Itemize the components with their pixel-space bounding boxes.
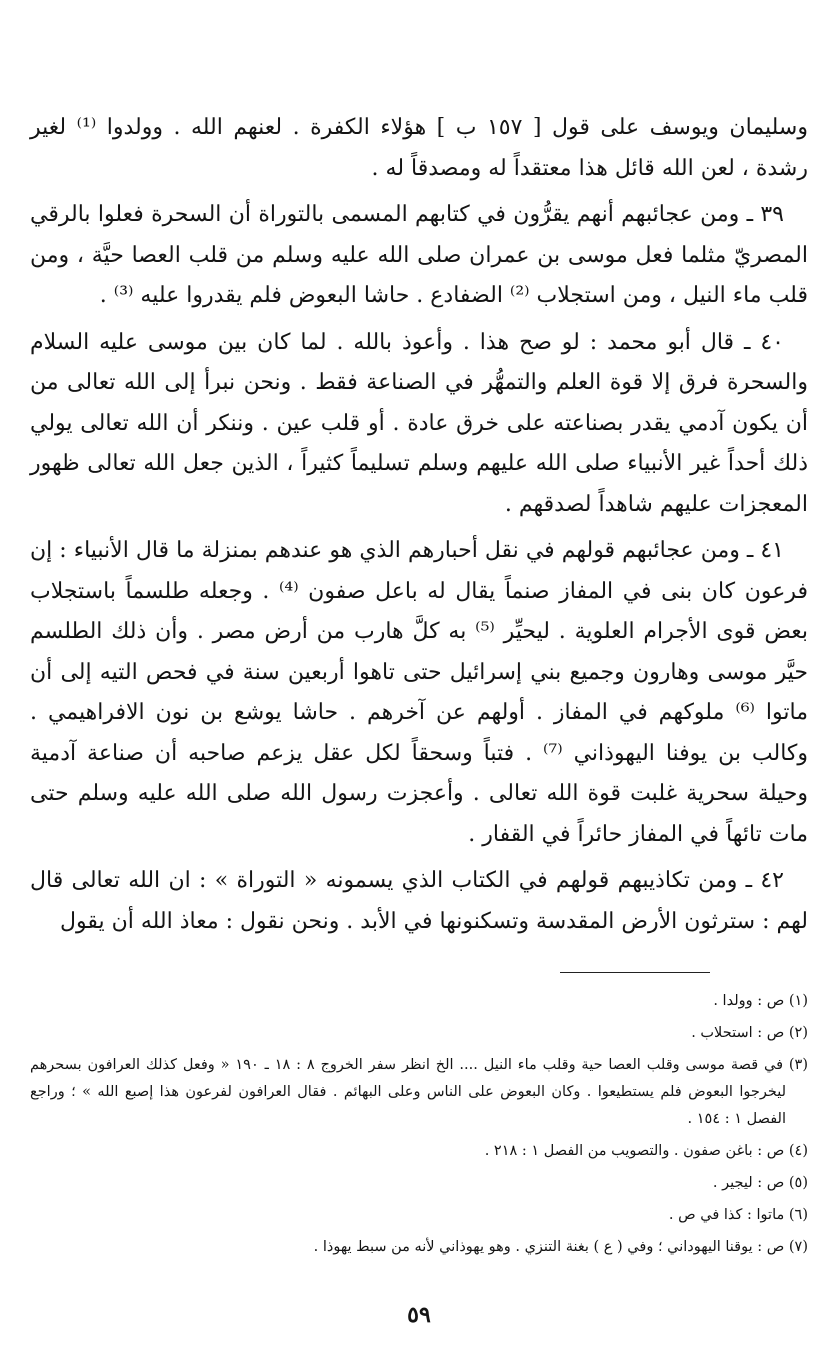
main-text: [30, 108, 808, 948]
paragraph-40: ٤٠ ـ قال أبو محمد : لو صح هذا . وأعوذ بالله . لما كان بين موسى عليه السلام والسحرة فرق إلا قوة العلم والتمهُّر في الصناعة فقط . ونحن نبرأ إلى الله تعالى من أن يكون آدمي يقدر بصناعته على خرق عادة . أو قلب عين . وننكر أن الله تعالى يولي ذلك أحداً غير الأنبياء صلى الله عليهم وسلم تسليماً كثيراً ، الذين جعل الله تعالى ظهور المعجزات عليهم شاهداً لصدقهم .: [30, 329, 808, 517]
footnote-3: (٣) في قصة موسى وقلب العصا حية وقلب ماء النيل .... الخ انظر سفر الخروج ٨ : ١٨ ـ ١٩٠ « وفعل كذلك العرافون بسحرهم ليخرجوا البعوض فلم يستطيعوا . وكان البعوض على الناس وعلى البهائم . فقال العرافون لفرعون هذا إصبع الله » ؛ وراجع الفصل ١ : ١٥٤ .: [30, 1057, 808, 1127]
footnote-7: (٧) ص : يوقنا اليهوداني ؛ وفي ( ع ) بغنة التنزي . وهو يهوذاني لأنه من سبط يهوذا .: [313, 1239, 808, 1255]
paragraph-continuation: وسليمان ويوسف على قول [ ١٥٧ ب ] هؤلاء الكفرة . لعنهم الله . وولدوا ⁽¹⁾ لغير رشدة ، لعن الله قائل هذا معتقداً له ومصدقاً له .: [30, 115, 808, 181]
footnote-6: (٦) ماتوا : كذا في ص .: [668, 1207, 808, 1223]
footnote-4: (٤) ص : باغن صفون . والتصويب من الفصل ١ : ٢١٨ .: [484, 1143, 808, 1159]
page-number: ٥٩: [407, 1302, 431, 1328]
paragraph-41: ٤١ ـ ومن عجائبهم قولهم في نقل أحبارهم الذي هو عندهم بمنزلة ما قال الأنبياء : إن فرعون كان بنى في المفاز صنماً يقال له باعل صفون ⁽⁴⁾ . وجعله طلسماً باستجلاب بعض قوى الأجرام العلوية . ليحيِّر ⁽⁵⁾ به كلَّ هارب من أرض مصر . وأن ذلك الطلسم حيَّر موسى وهارون وجميع بني إسرائيل حتى تاهوا أربعين سنة في فحص التيه إلى أن ماتوا ⁽⁶⁾ ملوكهم في المفاز . أولهم عن آخرهم . حاشا يوشع بن نون الافراهيمي . وكالب بن يوفنا اليهوذاني ⁽⁷⁾ . فتباً وسحقاً لكل عقل يزعم صاحبه أن صناعة آدمية وحيلة سحرية غلبت قوة الله تعالى . وأعجزت رسول الله صلى الله عليه وسلم حتى مات تائهاً في المفاز حائراً في القفار .: [30, 538, 809, 847]
footnote-separator: [560, 972, 710, 973]
footnote-5: (٥) ص : ليجير .: [712, 1175, 808, 1191]
footnote-2: (٢) ص : استحلاب .: [691, 1025, 808, 1041]
footnotes: [30, 988, 808, 1266]
paragraph-42: ٤٢ ـ ومن تكاذيبهم قولهم في الكتاب الذي يسمونه « التوراة » : ان الله تعالى قال لهم : سترثون الأرض المقدسة وتسكنونها في الأبد . ونحن نقول : معاذ الله أن يقول: [30, 868, 808, 934]
paragraph-39: ٣٩ ـ ومن عجائبهم أنهم يقرُّون في كتابهم المسمى بالتوراة أن السحرة فعلوا بالرقي المصريّ مثلما فعل موسى بن عمران صلى الله عليه وسلم من قلب العصا حيَّة ، ومن قلب ماء النيل ، ومن استجلاب ⁽²⁾ الضفادع . حاشا البعوض فلم يقدروا عليه ⁽³⁾ .: [30, 202, 808, 308]
footnote-1: (١) ص : وولدا .: [713, 993, 808, 1009]
